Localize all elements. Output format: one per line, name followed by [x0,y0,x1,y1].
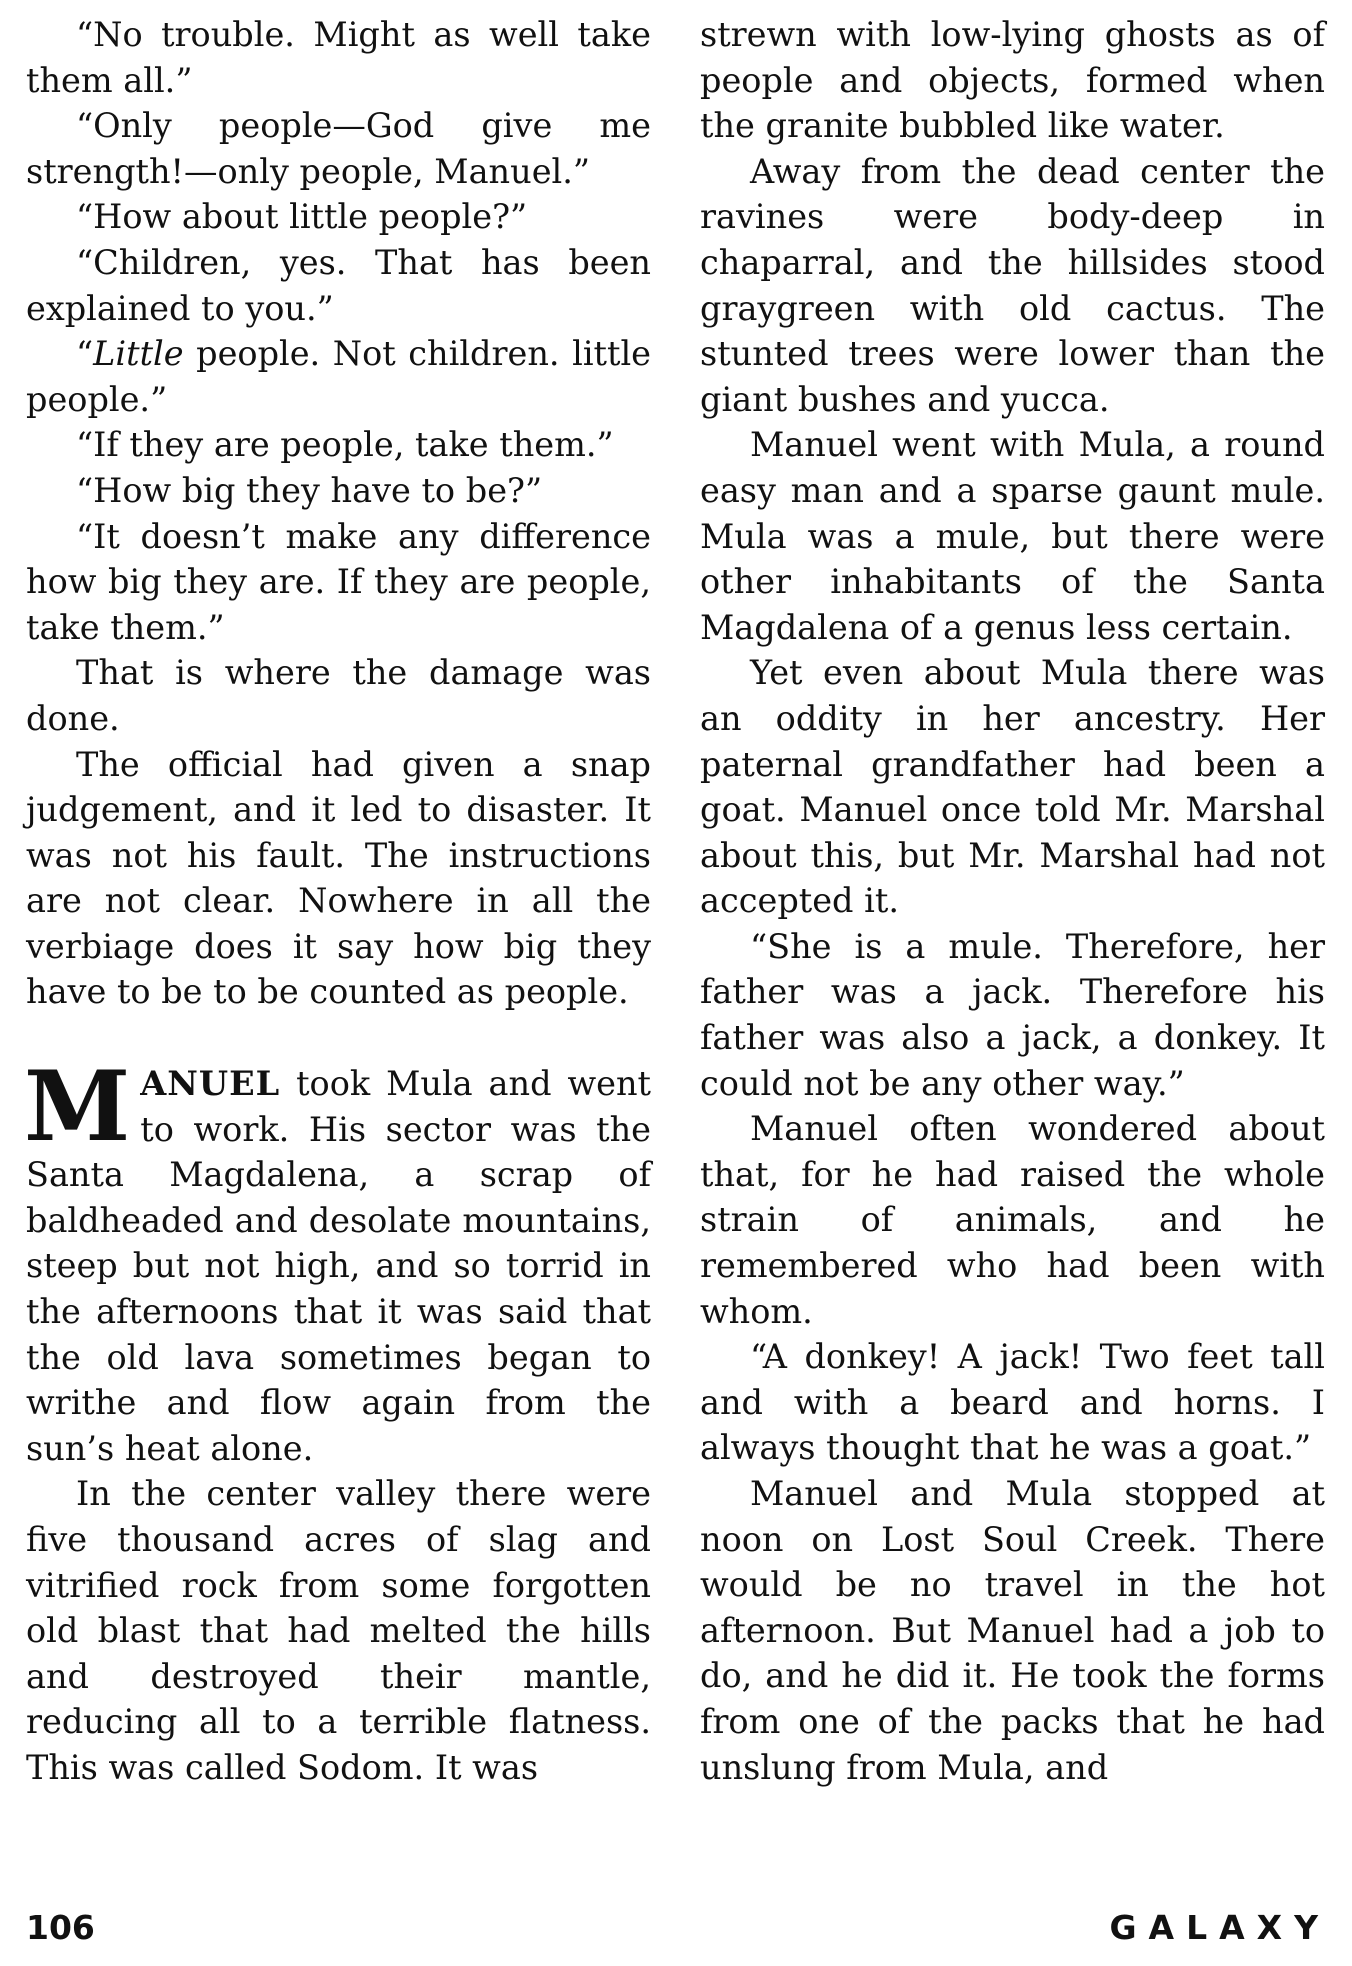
paragraph: strewn with low-lying ghosts as of people and objects, formed when the granite bubbled like water. [700,15,1325,146]
paragraph: Yet even about Mula there was an oddity in her ancestry. Her paternal grandfather had been a goat. Manuel once told Mr. Marshal about this, but Mr. Marshal had not accepted it. [700,653,1325,921]
left-column [26,12,651,1791]
paragraph: The official had given a snap judgement, and it led to disaster. It was not his fault. The instructions are not clear. Nowhere in all the verbiage does it say how big they have to be to be counted as people. [26,744,651,1012]
paragraph: Manuel often wondered about that, for he had raised the whole strain of animals, and he remembered who had been with whom. [700,1109,1325,1331]
paragraph: Away from the dead center the ravines were body-deep in chaparral, and the hillsides stood graygreen with old cactus. The stunted trees were lower than the giant bushes and yucca. [700,151,1325,419]
paragraph: In the center valley there were five thousand acres of slag and vitrified rock from some forgotten old blast that had melted the hills and destroyed their mantle, reducing all to a terrible flatness. This was called Sodom. It was [26,1474,651,1787]
paragraph: “It doesn’t make any difference how big they are. If they are people, take them.” [26,516,651,647]
page-number: 106 [26,1908,95,1947]
paragraph-text: took Mula and went to work. His sector was the Santa Magdalena, a scrap of baldheaded and desolate mountains, steep but not high, and so torrid in the afternoons that it was said that the old lava sometimes began to writhe and flow again from the sun’s heat alone. [26,1064,651,1468]
paragraph: That is where the damage was done. [26,653,651,738]
right-column [700,12,1325,1790]
section-opening-paragraph [24,1050,651,1471]
paragraph: “How big they have to be?” [76,470,543,510]
magazine-title: GALAXY [1109,1908,1330,1947]
paragraph: “No trouble. Might as well take them all.” [26,15,651,100]
paragraph: Manuel went with Mula, a round easy man and a sparse gaunt mule. Mula was a mule, but there were other inhabitants of the Santa Magdalena of a genus less certain. [700,425,1325,647]
small-caps-word: ANUEL [140,1064,281,1104]
paragraph: “If they are people, take them.” [76,425,614,465]
paragraph: “How about little people?” [76,197,528,237]
paragraph: Manuel and Mula stopped at noon on Lost Soul Creek. There would be no travel in the hot afternoon. But Manuel had a job to do, and he did it. He took the forms from one of the packs that he had unslung from Mula, and [700,1474,1325,1787]
paragraph: “Children, yes. That has been explained to you.” [26,242,651,328]
paragraph: “Little people. Not children. little people.” [26,334,651,419]
paragraph-text: people. Not children. little people.” [26,334,651,419]
paragraph: “A donkey! A jack! Two feet tall and with a beard and horns. I always thought that he was a goat.” [700,1337,1325,1468]
paragraph: “Only people—God give me strength!—only people, Manuel.” [26,106,651,191]
drop-cap: M [24,1050,131,1164]
italic-word: Little [93,334,184,374]
paragraph: “She is a mule. Therefore, her father was a jack. Therefore his father was also a jack, a donkey. It could not be any other way.” [700,926,1325,1103]
